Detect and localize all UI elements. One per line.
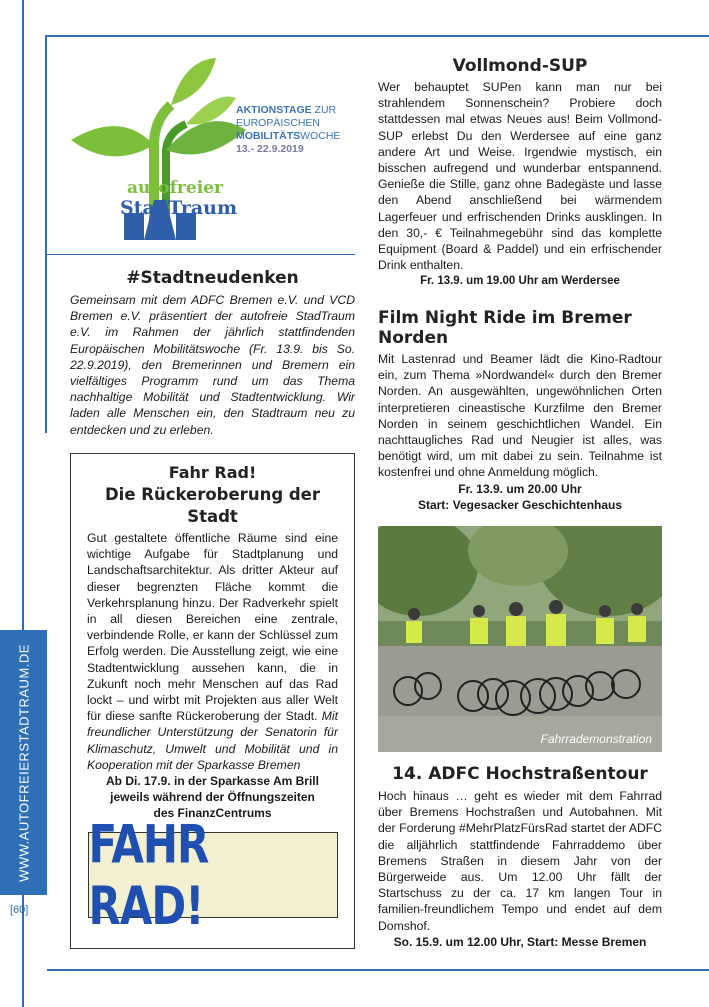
brand-wordmark bbox=[120, 178, 238, 219]
fahrrad-box bbox=[70, 453, 355, 949]
fahrrad-body-text: Gut gestaltete öffentliche Räume sind eine wichtige Aufgabe für Stadtplanung und Landschaftsarchitektur. Als dritter Akteur auf dieser begrenzten Fläche kommt die Verkehrsplanung hinzu. Der Radverkehr spielt in all diesen Bereichen eine zentrale, verbindende Rolle, er kann der Schlüssel zum Erfolg werden. Die Ausstellung zeigt, wie eine Stadtentwicklung aussehen kann, die in Zukunft noch mehr Menschen auf das Rad lockt – und wirbt mit Projekten aus aller Welt für diese sanfte Rückeroberung der Stadt. bbox=[87, 531, 338, 724]
fahrrad-body bbox=[87, 530, 338, 773]
logo-line2: EUROPÄISCHEN bbox=[236, 117, 321, 129]
bike-demo-photo bbox=[378, 526, 662, 752]
vollmond-when: Fr. 13.9. um 19.00 Uhr am Werdersee bbox=[420, 275, 620, 288]
filmnight-when-1: Fr. 13.9. um 20.00 Uhr bbox=[458, 481, 582, 496]
logo-dates: 13.- 22.9.2019 bbox=[236, 143, 304, 155]
page-number: [60] bbox=[10, 904, 29, 916]
hochstrassen-section bbox=[378, 764, 662, 950]
brand-top: autofreier bbox=[127, 178, 223, 198]
hochstrassen-when: So. 15.9. um 12.00 Uhr, Start: Messe Bremen bbox=[393, 934, 647, 949]
mobility-week-label bbox=[236, 104, 340, 156]
filmnight-section bbox=[378, 308, 662, 513]
logo-line3-bold: MOBILITÄTS bbox=[236, 130, 301, 142]
logo-divider bbox=[47, 254, 355, 255]
fahrrad-when-2: jeweils während der Öffnungszeiten bbox=[110, 790, 315, 805]
bottom-rule bbox=[47, 969, 709, 971]
fahrrad-banner-text: FAHR RAD! bbox=[88, 813, 209, 936]
logo-line1-bold: AKTIONSTAGE bbox=[236, 104, 312, 116]
photo-caption: Fahrrademonstration bbox=[540, 732, 652, 746]
filmnight-when-2: Start: Vegesacker Geschichtenhaus bbox=[417, 497, 623, 512]
vollmond-title: Vollmond-SUP bbox=[452, 56, 588, 76]
fahrrad-title-1: Fahr Rad! bbox=[168, 463, 257, 482]
filmnight-title: Film Night Ride im Bremer Norden bbox=[378, 308, 632, 348]
fahrrad-when-3: des FinanzCentrums bbox=[153, 806, 272, 821]
fahrrad-title-2: Die Rückeroberung der Stadt bbox=[104, 485, 321, 526]
top-rule bbox=[47, 35, 709, 37]
filmnight-body: Mit Lastenrad und Beamer lädt die Kino-Radtour ein, zum Thema »Nordwandel« durch den Bremer Norden. An ausgewählten, ungewöhnlichen Orten interpretieren cineastische Kurzfilme den Bremer Norden in seinem geschichtlichen Wandel. Ein nachttaugliches Rad und Neugier ist alles, was benötigt wird, um mit dabei zu sein. Teilnahme ist kostenfrei und ohne Anmeldung möglich. bbox=[378, 352, 662, 480]
photo-illustration bbox=[378, 526, 662, 752]
hochstrassen-title: 14. ADFC Hochstraßentour bbox=[392, 764, 648, 784]
brand-bottom: StadTraum bbox=[120, 197, 238, 219]
vollmond-section bbox=[378, 56, 662, 290]
stadtneudenken-title: #Stadtneudenken bbox=[126, 268, 299, 288]
fahrrad-when-1: Ab Di. 17.9. in der Sparkasse Am Brill bbox=[106, 774, 319, 789]
logo-line1-rest: ZUR bbox=[311, 104, 337, 116]
stadtneudenken-section bbox=[70, 268, 355, 438]
vollmond-body: Wer behauptet SUPen kann man nur bei strahlendem Sonnenschein? Probiere doch stattdessen mal etwas Neues aus! Beim Vollmond-SUP erlebst Du den Werdersee auf eine ganz andere Art und Weise. Irgendwie mystisch, ein bisschen aufregend und wunderbar entspannend. Genieße die Stille, ganz ohne Badegäste und lasse den Abend anschließend bei wärmendem Lagerfeuer und erfrischenden Drinks ausklingen. In den 30,- € Teilnahmegebühr sind das komplette Equipment (Board & Paddel) und ein erfrischender Drink enthalten. bbox=[378, 80, 662, 273]
fahrrad-body-italic: Mit freundlicher Unterstützung der Senatorin für Klimaschutz, Umwelt und Mobilität und in Kooperation mit der Sparkasse Bremen bbox=[87, 709, 338, 772]
website-sidebar bbox=[0, 630, 47, 895]
logo-line3-rest: WOCHE bbox=[300, 130, 341, 142]
stadtneudenken-body: Gemeinsam mit dem ADFC Bremen e.V. und VCD Bremen e.V. präsentiert der autofreie StadTraum e.V. im Rahmen der jährlich stattfindenden Europäischen Mobilitätswoche (Fr. 13.9. bis So. 22.9.2019), den Bremerinnen und Bremern ein vielfältiges Programm rund um das Thema nachhaltige Mobilität und Stadtentwicklung. Wir laden alle Menschen ein, den Stadtraum neu zu entdecken und zu erleben. bbox=[70, 293, 355, 437]
website-url: WWW.AUTOFREIERSTADTRAUM.DE bbox=[16, 643, 31, 882]
hochstrassen-body: Hoch hinaus … geht es wieder mit dem Fahrrad über Bremens Hochstraßen und Autobahnen. Mit der Forderung #MehrPlatzFürsRad startet der ADFC die alljährlich stattfindende Fahrraddemo über Bremens Straßen in diesem Jahr von der Bürgerweide aus. Um 12.00 Uhr fällt der Startschuss zu der ca. 17 km langen Tour in familien-freundlichem Tempo und endet auf dem Domshof. bbox=[378, 789, 662, 933]
